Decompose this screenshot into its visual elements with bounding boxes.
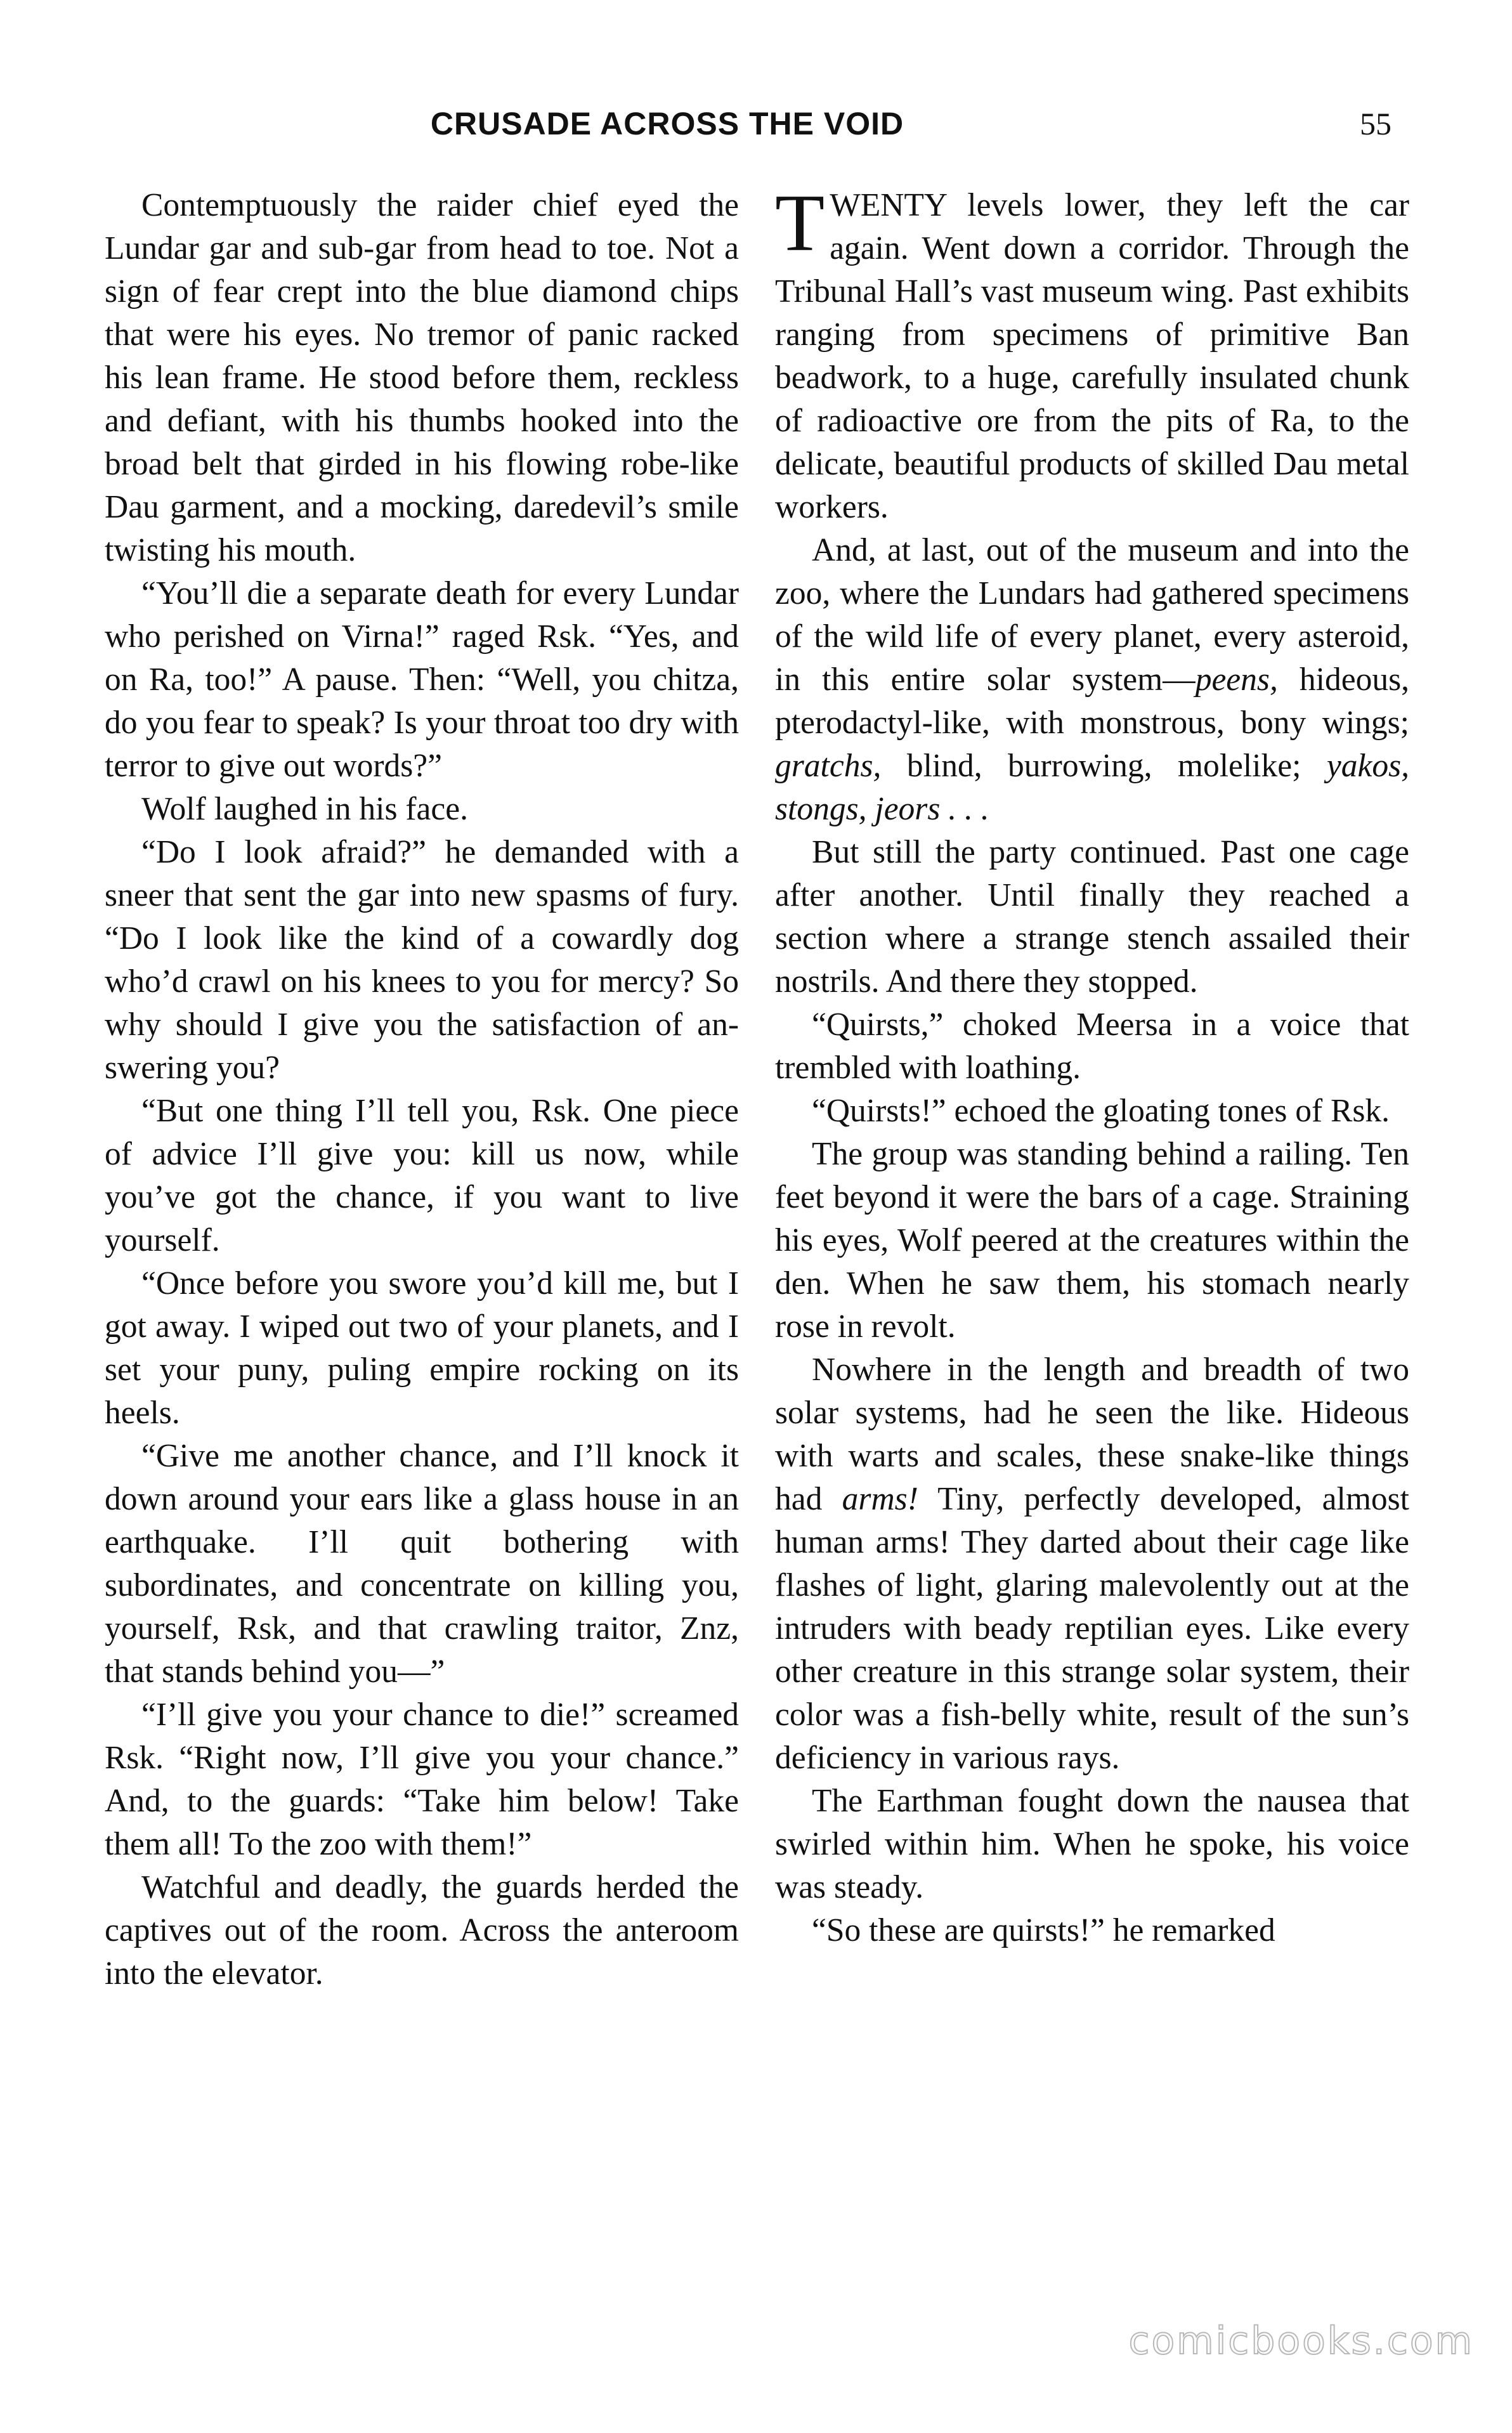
paragraph: “But one thing I’ll tell you, Rsk. One piece of advice I’ll give you: kill us now, while you’ve got the chance, if you want to live yourself. — [105, 1093, 739, 1258]
paragraph: Wolf laughed in his face. — [141, 791, 468, 827]
paragraph: “Once before you swore you’d kill me, but I got away. I wiped out two of your planets, and I set your puny, puling empire rocking on its heels. — [105, 1265, 739, 1431]
paragraph: “So these are quirsts!” he remarked — [812, 1912, 1275, 1948]
emphasis: arms! — [842, 1481, 918, 1517]
text-run: And, at last, out of the museum and into the zoo, where the Lundars had gathered specimens of the wild life of every planet, every asteroid, in this entire solar system— — [775, 532, 1409, 698]
page-header — [0, 95, 1512, 152]
species-names: yakos, stongs, jeors . . . — [775, 748, 1409, 827]
paragraph: “I’ll give you your chance to die!” screamed Rsk. “Right now, I’ll give you your chance.” And, to the guards: “Take him below! Take them all! To the zoo with them!” — [105, 1697, 739, 1862]
species-name: gratchs, — [775, 748, 882, 784]
site-watermark: comicbooks.com — [1128, 2319, 1474, 2363]
left-column — [105, 184, 739, 1995]
text-run: Nowhere in the length and breadth of two solar systems, had he seen the like. Hideous with warts and scales, these snake-like things had — [775, 1352, 1409, 1517]
paragraph: “Give me another chance, and I’ll knock it down around your ears like a glass house in an earthquake. I’ll quit bothering with subordinates, and concentrate on killing you, yourself, Rsk, and that crawling traitor, Znz, that stands behind you—” — [105, 1438, 739, 1690]
paragraph: Watchful and deadly, the guards herded the captives out of the room. Across the anteroom into the elevator. — [105, 1869, 739, 1992]
paragraph: “Do I look afraid?” he demanded with a sneer that sent the gar into new spasms of fury. “Do I look like the kind of a cowardly dog who’d crawl on his knees to you for mercy? So why should I give you the satisfaction of answering you? — [105, 834, 739, 1086]
opening-paragraph — [775, 178, 1409, 529]
text-run: blind, burrowing, molelike; — [881, 748, 1327, 784]
species-name: peens, — [1195, 662, 1278, 698]
paragraph: But still the party continued. Past one cage after another. Until finally they reached a section where a strange stench assailed their nostrils. And there they stopped. — [775, 834, 1409, 1000]
right-column — [775, 178, 1409, 1952]
paragraph: “Quirsts!” echoed the gloating tones of Rsk. — [812, 1093, 1390, 1129]
running-title: CRUSADE ACROSS THE VOID — [430, 106, 904, 141]
text-run: hideous, pterodactyl-like, with monstrous, bony wings; — [775, 662, 1409, 741]
page-number: 55 — [1360, 106, 1391, 141]
text-run: Tiny, perfectly developed, almost human arms! They darted about their cage like flashes of light, glaring malevolently out at the intruders with beady reptilian eyes. Like every other creature in this strange solar system, their color was a fish-belly white, result of the sun’s deficiency in various rays. — [775, 1481, 1409, 1776]
paragraph: Contemptuously the raider chief eyed the Lundar gar and sub-gar from head to toe. Not a sign of fear crept into the blue diamond chips that were his eyes. No tremor of panic racked his lean frame. He stood before them, reckless and defiant, with his thumbs hooked into the broad belt that girded in his flowing robe-like Dau garment, and a mocking, daredevil’s smile twisting his mouth. — [105, 187, 739, 568]
drop-cap: T — [775, 178, 825, 268]
paragraph: “You’ll die a separate death for every Lundar who perished on Virna!” raged Rsk. “Yes, and on Ra, too!” A pause. Then: “Well, you chitza, do you fear to speak? Is your throat too dry with terror to give out words?” — [105, 575, 739, 784]
paragraph-quirsts — [775, 1348, 1409, 1780]
paragraph: The group was standing behind a railing. Ten feet beyond it were the bars of a cage. Straining his eyes, Wolf peered at the creatures within the den. When he saw them, his stomach nearly rose in revolt. — [775, 1136, 1409, 1345]
paragraph: The Earthman fought down the nausea that swirled within him. When he spoke, his voice was steady. — [775, 1783, 1409, 1905]
paragraph: “Quirsts,” choked Meersa in a voice that trembled with loathing. — [775, 1007, 1409, 1086]
paragraph-specimens — [775, 529, 1409, 831]
opening-text: WENTY levels lower, they left the car again. Went down a corridor. Through the Tribunal Hall’s vast museum wing. Past exhibits ranging from specimens of primitive Ban beadwork, to a huge, carefully insulated chunk of radioactive ore from the pits of Ra, to the delicate, beautiful products of skilled Dau metal workers. — [775, 187, 1409, 525]
